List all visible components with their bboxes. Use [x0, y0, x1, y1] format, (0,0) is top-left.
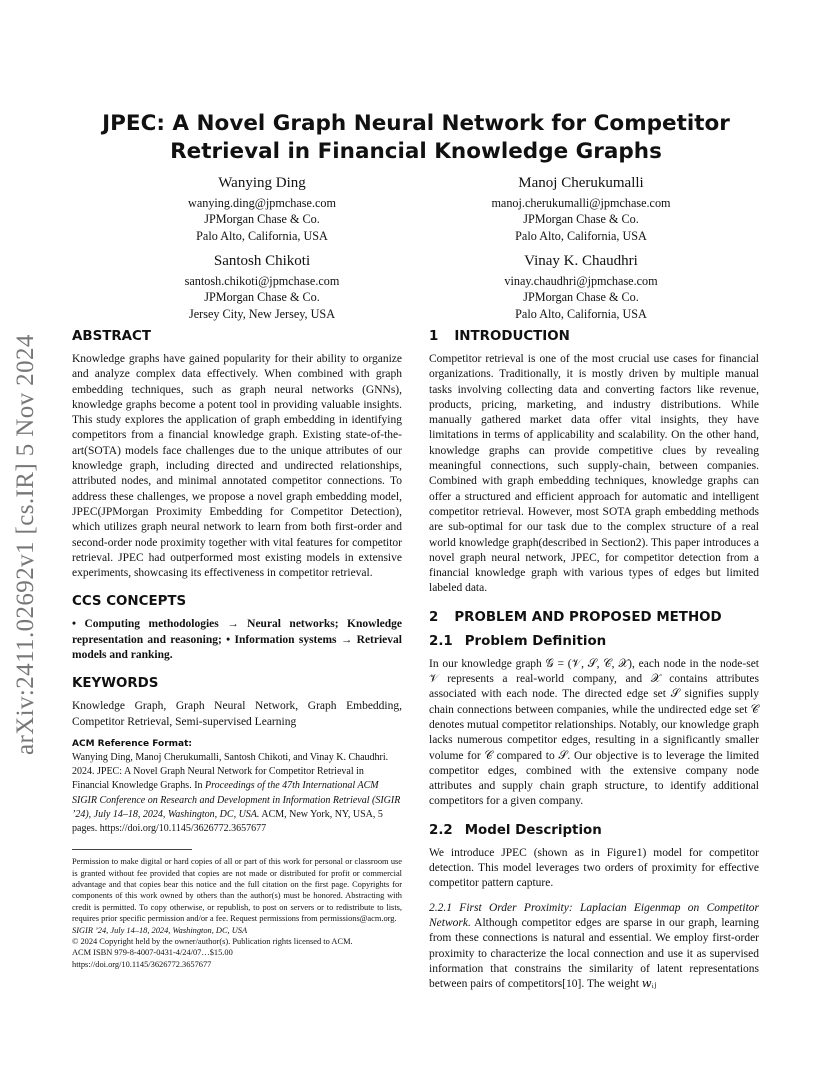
problem-definition-heading — [429, 633, 759, 651]
isbn-line: ACM ISBN 979-8-4007-0431-4/24/07…$15.00 — [72, 948, 233, 958]
author-block-3 — [132, 251, 392, 322]
problem-definition-text: In our knowledge graph 𝒢 = (𝒱, 𝒮, 𝒞, 𝒳), each node in the node-set 𝒱 represents a real-world company, and 𝒳 contains attributes associated with each node. The directed edge set 𝒮 signifies supply chain connections between companies, while the undirected edge set 𝒞 denotes mutual competitor relationships. Notably, our knowledge graph lacks numerous competitor edges, resulting in a significantly smaller volume for 𝒞 compared to 𝒮. Our objective is to leverage the limited competitor edges, combined with the extensive company node attributes and supply chain graph structure, to identify additional competitors for a given company. — [429, 657, 759, 808]
ccs-text: • Computing methodologies → Neural networks; Knowledge representation and reasoning; • Information systems → Retrieval models and ranking. — [72, 618, 402, 662]
author-location: Jersey City, New Jersey, USA — [189, 306, 335, 321]
section-number: 2 — [429, 609, 439, 625]
author-block-1 — [132, 173, 392, 244]
author-location: Palo Alto, California, USA — [515, 306, 647, 321]
ccs-heading: CCS CONCEPTS — [72, 594, 187, 610]
section-title: INTRODUCTION — [454, 329, 570, 344]
subsection-title: Model Description — [464, 822, 602, 838]
subsection-number: 2.2 — [429, 822, 453, 838]
author-org: JPMorgan Chase & Co. — [523, 290, 639, 305]
author-name: Wanying Ding — [218, 175, 306, 191]
arxiv-identifier[interactable]: arXiv:2411.02692v1 [cs.IR] 5 Nov 2024 — [12, 334, 39, 755]
author-name: Santosh Chikoti — [213, 253, 311, 269]
first-order-proximity-text: Although competitor edges are sparse in our graph, learning from these connections is natural and essential. We employ first-order proximity to characterize the local connection and use it as supervised information that constrains the similarity of latent representations between pairs of competitors[10]. The weight 𝑤ᵢⱼ — [429, 916, 759, 991]
first-order-proximity-heading: 2.2.1 First Order Proximity: Laplacian Eigenmap on Competitor Network. — [429, 901, 759, 929]
author-name: Vinay K. Chaudhri — [524, 253, 638, 269]
problem-heading — [429, 609, 759, 627]
author-email: santosh.chikoti@jpmchase.com — [184, 274, 340, 288]
permission-notice: Permission to make digital or hard copies of all or part of this work for personal or classroom use is granted without fee provided that copies are not made or distributed for profit or commercial advantage and that copies bear this notice and the full citation on the first page. Copyrights for components of this work owned by others than the author(s) must be honored. Abstracting with credit is permitted. To copy otherwise, or republish, to post on servers or to redistribute to lists, requires prior specific permission and/or a fee. Request permissions from permissions@acm.org. — [72, 857, 402, 924]
author-org: JPMorgan Chase & Co. — [204, 290, 320, 305]
author-org: JPMorgan Chase & Co. — [523, 212, 639, 227]
subsection-number: 2.1 — [429, 633, 453, 649]
acm-reference-tail[interactable]: ACM, New York, NY, USA, 5 pages. https://doi.org/10.1145/3626772.3657677 — [72, 808, 383, 834]
author-block-4 — [451, 251, 711, 322]
author-org: JPMorgan Chase & Co. — [204, 212, 320, 227]
acm-reference-venue: Proceedings of the 47th International ACM SIGIR Conference on Research and Development in Information Retrieval (SIGIR ’24), July 14–18, 2024, Washington, DC, USA. — [72, 780, 401, 820]
conference-line: SIGIR ’24, July 14–18, 2024, Washington, DC, USA — [72, 925, 248, 935]
left-column — [72, 328, 402, 970]
acm-reference-heading: ACM Reference Format: — [72, 738, 192, 749]
acm-reference-authors: Wanying Ding, Manoj Cherukumalli, Santosh Chikoti, and Vinay K. Chaudhri. 2024. JPEC: A Novel Graph Neural Network for Competitor Retrieval in Financial Knowledge Graphs. In — [72, 751, 389, 792]
author-location: Palo Alto, California, USA — [196, 228, 328, 243]
abstract-text: Knowledge graphs have gained popularity for their ability to organize and analyze complex data effectively. When combined with graph embedding techniques, such as graph neural networks (GNNs), knowledge graphs become a potent tool in providing valuable insights. This study explores the application of graph embedding in identifying competitors from a financial knowledge graph. Existing state-of-the-art(SOTA) models face challenges due to the unique attributes of our knowledge graph, including directed and undirected relationships, attributed nodes, and minimal annotated competitor connections. To address these challenges, we propose a novel graph embedding model, JPEC(JPMorgan Proximity Embedding for Competitor Detection), which utilizes graph neural network to learn from both first-order and second-order node proximity together with vital features for competitor retrieval. JPEC had outperformed most existing models in extensive experiments, showcasing its effectiveness in competitor retrieval. — [72, 353, 402, 580]
keywords-text: Knowledge Graph, Graph Neural Network, Graph Embedding, Competitor Retrieval, Semi-supervised Learning — [72, 700, 402, 728]
keywords-heading: KEYWORDS — [72, 676, 159, 692]
acm-reference-text — [72, 751, 402, 836]
first-order-proximity-paragraph — [429, 901, 759, 993]
author-location: Palo Alto, California, USA — [515, 228, 647, 243]
intro-heading — [429, 328, 759, 346]
abstract-heading: ABSTRACT — [72, 329, 151, 344]
right-column — [429, 328, 759, 992]
subsection-title: Problem Definition — [464, 633, 607, 649]
author-block-2 — [451, 173, 711, 244]
intro-text: Competitor retrieval is one of the most crucial use cases for financial organizations. Traditionally, it is mostly driven by multiple manual tasks involving collecting data and converting factors like revenue, products, pricing, marketing, and industry distributions. While manually gathered market data offer vital insights, they have limitations in terms of applicability and scalability. On the other hand, knowledge graphs can provide competitive clues by revealing meaningful connections, such supply-chain, between companies. Combined with graph embedding techniques, knowledge graphs can offer a structured and efficient approach for automatic and intelligent competitor retrieval. However, most SOTA graph embedding methods are sub-optimal for our task due to the complex structure of a real world knowledge graph(described in Section2). This paper introduces a novel graph neural network, JPEC, for competitor detection from a financial knowledge graph with various types of edges but limited labeled data. — [429, 353, 759, 595]
doi-link[interactable]: https://doi.org/10.1145/3626772.3657677 — [72, 959, 212, 969]
author-email: wanying.ding@jpmchase.com — [188, 196, 336, 210]
author-name: Manoj Cherukumalli — [518, 175, 644, 191]
model-description-text: We introduce JPEC (shown as in Figure1) model for competitor detection. This model leverages two orders of proximity for effective competitor pattern capture. — [429, 846, 759, 890]
section-title: PROBLEM AND PROPOSED METHOD — [454, 609, 722, 625]
copyright-line: © 2024 Copyright held by the owner/author(s). Publication rights licensed to ACM. — [72, 937, 353, 946]
section-number: 1 — [429, 329, 439, 344]
footnote-rule — [72, 849, 192, 850]
paper-title: JPEC: A Novel Graph Neural Network for Competitor Retrieval in Financial Knowledge Graphs — [102, 111, 730, 164]
author-email: manoj.cherukumalli@jpmchase.com — [491, 196, 671, 210]
model-description-heading — [429, 822, 759, 840]
author-email: vinay.chaudhri@jpmchase.com — [504, 274, 658, 288]
